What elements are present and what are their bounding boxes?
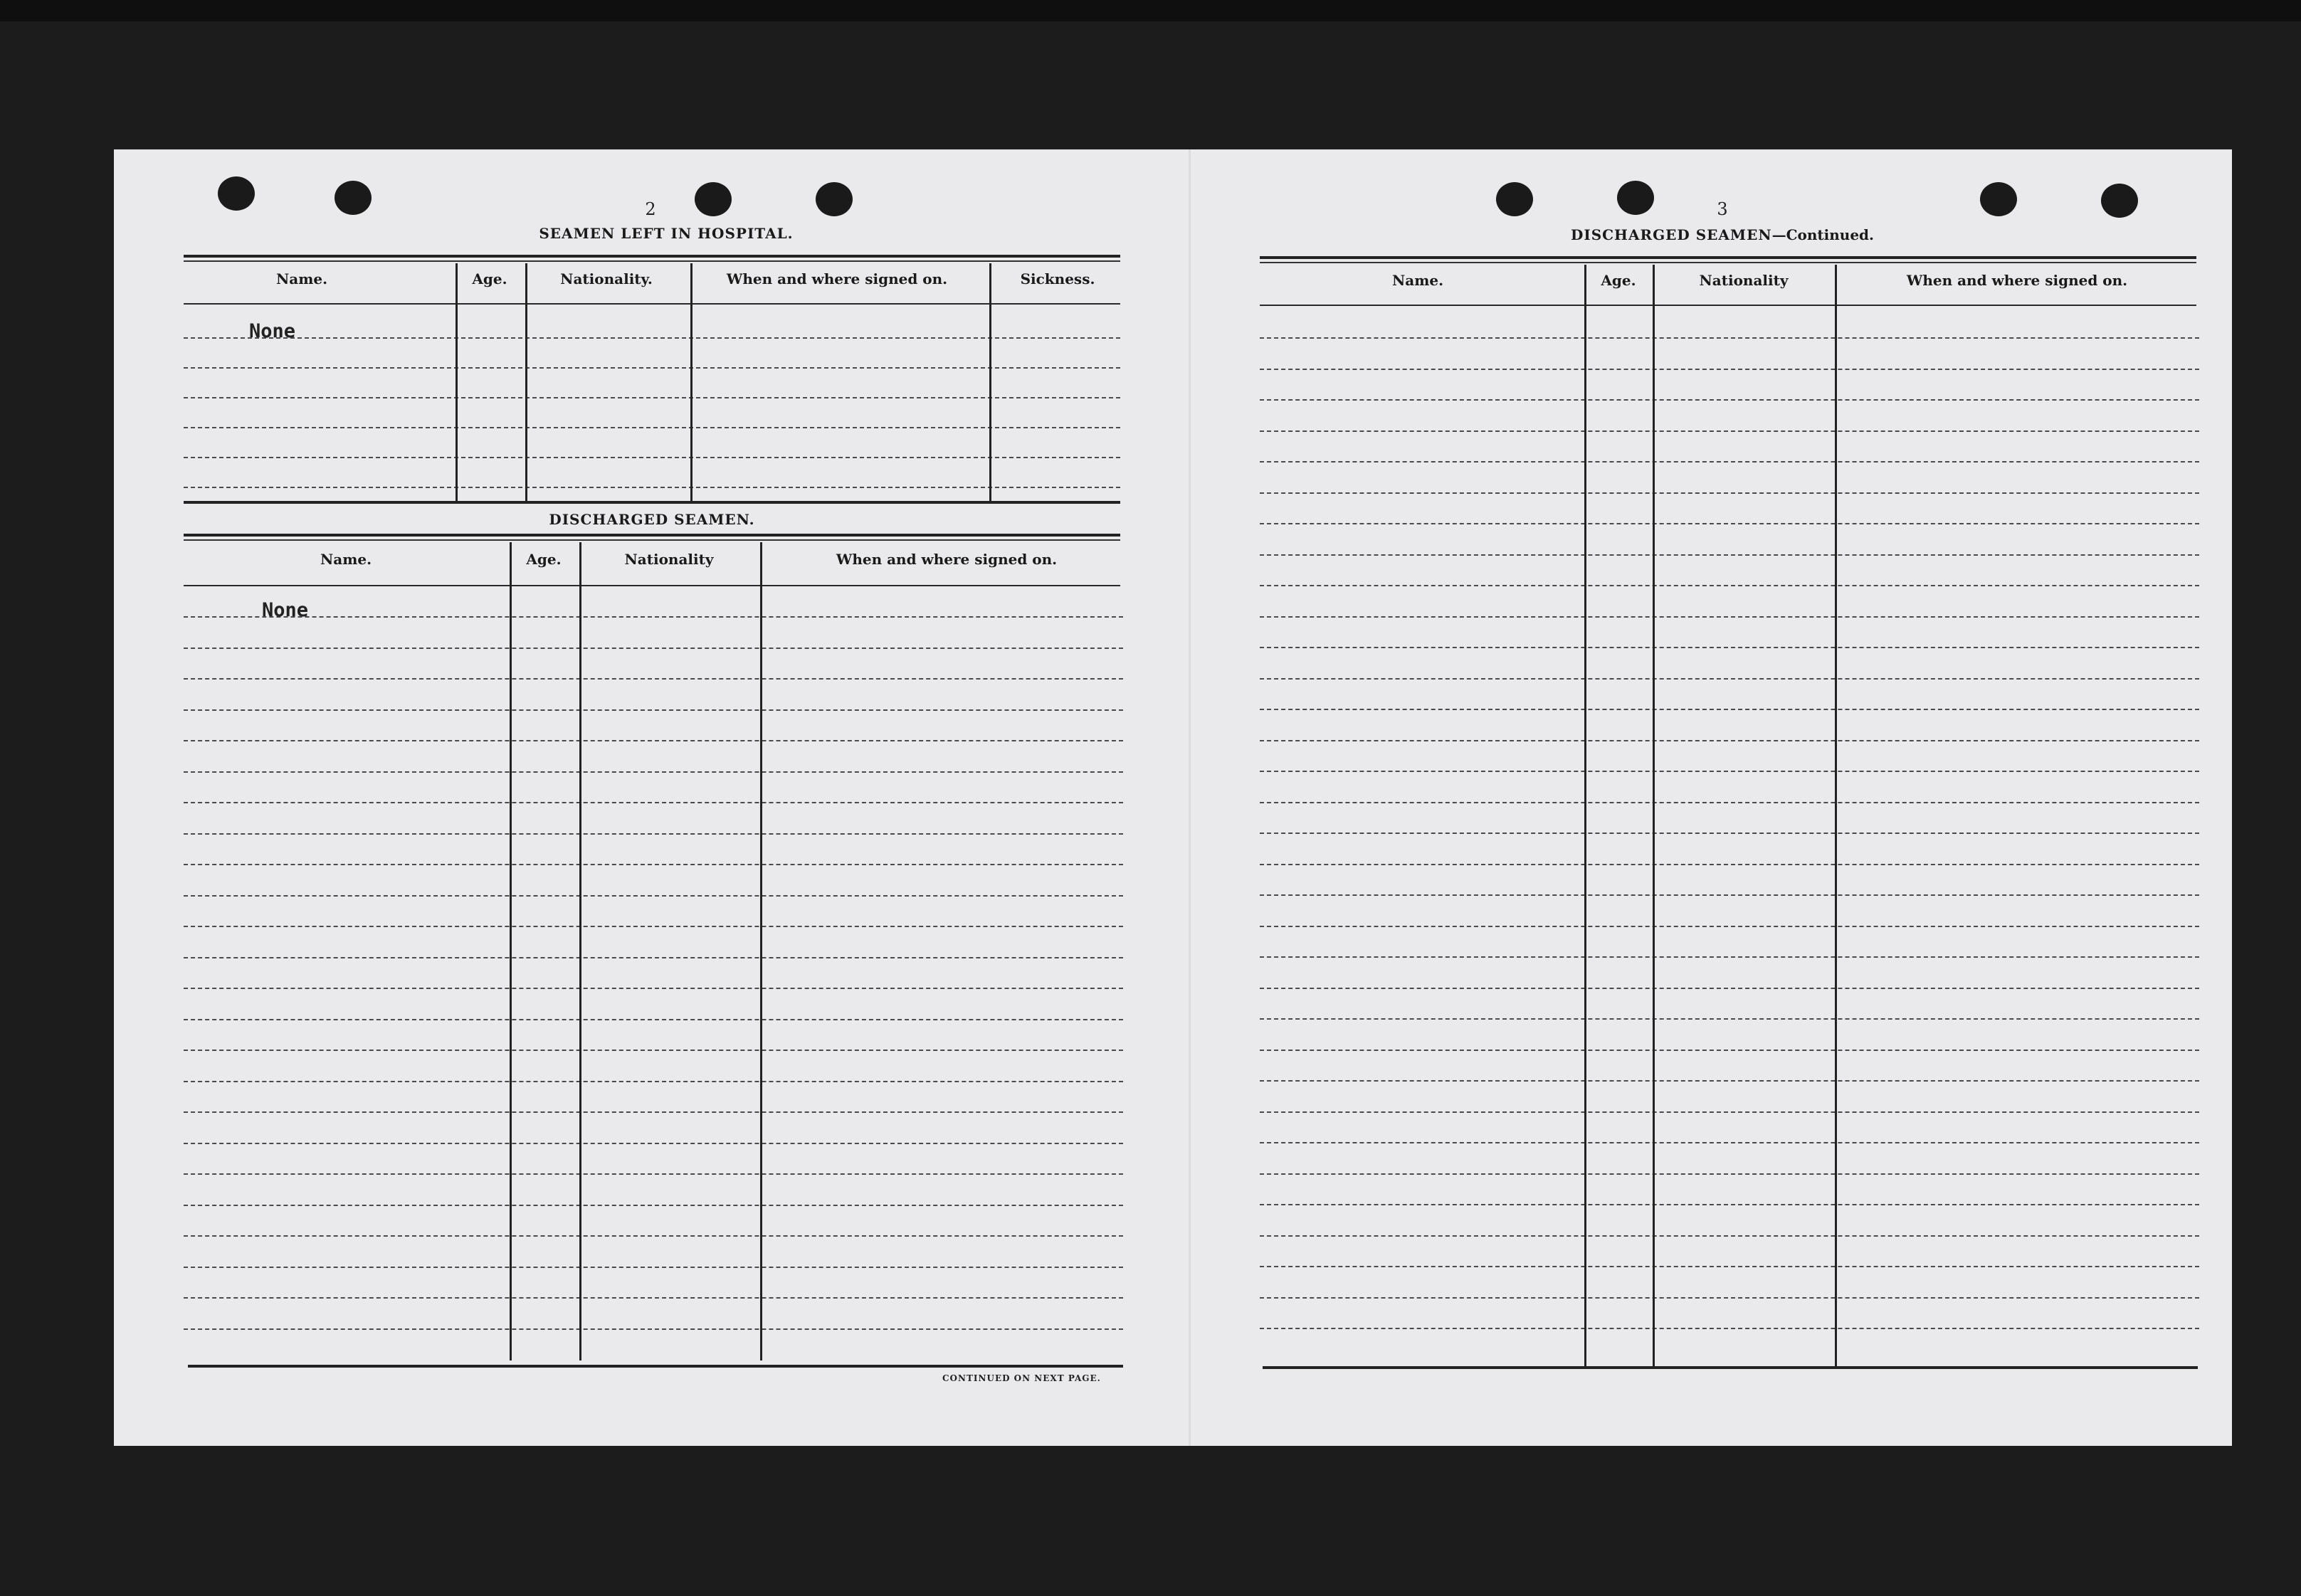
column-header-name: Name. [320,551,372,568]
column-header-age: Age. [526,551,562,568]
rule [184,539,1120,541]
punch-hole [695,182,732,216]
punch-hole [2101,184,2138,218]
rule [184,260,1120,262]
table-row [1260,802,2199,803]
column-header-sickness: Sickness. [1020,270,1095,287]
hospital-entry-name: None [249,320,296,342]
table-row [1260,1050,2199,1051]
table-row [1260,956,2199,958]
table-row [1260,430,2199,432]
table-row [1260,926,2199,927]
rule [184,501,1120,504]
table-row [184,397,1120,398]
punch-hole [218,176,255,211]
table-row [184,802,1123,803]
rule [184,534,1120,537]
column-divider [510,542,512,1360]
table-row [1260,1328,2199,1329]
column-divider [989,263,991,502]
column-divider [1584,265,1586,1366]
header-rule [184,585,1120,586]
table-row [184,740,1123,741]
table-row [184,1019,1123,1020]
table-row [184,926,1123,927]
page-seam [1189,149,1191,1446]
table-row [1260,864,2199,865]
rule [1263,1366,2198,1369]
table-row [1260,1266,2199,1267]
page-number-left: 2 [645,199,656,219]
column-divider [456,263,458,502]
table-row [1260,585,2199,586]
table-row [184,771,1123,773]
table-row [184,487,1120,488]
table-row [1260,833,2199,834]
column-header-name: Name. [275,270,328,287]
hospital-section-title: SEAMEN LEFT IN HOSPITAL. [539,225,794,242]
column-divider [579,542,581,1360]
rule [1260,256,2196,259]
table-row [184,833,1123,835]
table-row [1260,523,2199,524]
column-divider [690,263,693,502]
column-header-nationality: Nationality [1699,272,1789,289]
table-row [1260,1142,2199,1143]
section-title-suffix: —Continued. [1771,226,1874,243]
column-header-age: Age. [1601,272,1636,289]
form-sheet [114,149,2232,1446]
section-title-text: DISCHARGED SEAMEN [1571,226,1772,243]
punch-hole [816,182,853,216]
table-row [184,988,1123,989]
column-header-name: Name. [1391,272,1444,289]
punch-hole [1496,182,1533,216]
punch-hole [335,181,372,215]
table-row [184,1205,1123,1206]
table-row [1260,1018,2199,1020]
table-row [1260,988,2199,989]
table-row [184,1297,1123,1299]
table-row [1260,554,2199,556]
column-header-age: Age. [472,270,507,287]
rule [184,255,1120,258]
table-row [184,1111,1123,1113]
table-row [1260,1297,2199,1299]
table-row [1260,399,2199,401]
table-row [1260,461,2199,463]
column-divider [760,542,762,1360]
table-row [1260,369,2199,370]
table-row [184,1173,1123,1175]
table-row [184,427,1120,428]
table-row [184,1081,1123,1082]
table-row [1260,1173,2199,1175]
table-row [1260,1204,2199,1205]
table-row [184,337,1120,339]
table-row [1260,894,2199,896]
table-row [184,895,1123,897]
table-row [184,616,1123,618]
column-divider [1653,265,1655,1366]
column-divider [525,263,527,502]
table-row [184,367,1120,369]
table-row [1260,1111,2199,1113]
table-row [1260,771,2199,772]
table-row [184,709,1123,711]
table-row [184,1328,1123,1330]
table-row [1260,647,2199,648]
table-row [184,957,1123,958]
column-header-signed-on: When and where signed on. [726,270,948,287]
continued-note: CONTINUED ON NEXT PAGE. [942,1373,1101,1383]
column-header-signed-on: When and where signed on. [836,551,1058,568]
column-header-nationality: Nationality [624,551,714,568]
header-rule [1260,305,2196,306]
rule [188,1365,1123,1368]
discharged-entry-name: None [262,599,309,621]
table-row [1260,337,2199,339]
table-row [1260,1080,2199,1082]
discharged-continued-title [1571,226,1874,243]
table-row [184,648,1123,649]
table-row [184,864,1123,865]
table-row [1260,1235,2199,1237]
page-number-right: 3 [1717,199,1728,219]
discharged-section-title: DISCHARGED SEAMEN. [549,511,755,528]
table-row [184,1143,1123,1144]
table-row [1260,678,2199,680]
header-rule [184,303,1120,305]
rule [1260,262,2196,263]
punch-hole [1980,182,2017,216]
table-row [184,1235,1123,1237]
table-row [184,1267,1123,1268]
table-row [1260,709,2199,710]
table-row [1260,616,2199,618]
column-header-nationality: Nationality. [560,270,653,287]
column-header-signed-on: When and where signed on. [1906,272,2128,289]
column-divider [1835,265,1837,1366]
punch-hole [1617,181,1654,215]
table-row [184,1050,1123,1051]
table-row [1260,492,2199,494]
table-row [184,457,1120,458]
table-row [184,678,1123,680]
table-row [1260,740,2199,741]
scan-border-top [0,0,2301,21]
